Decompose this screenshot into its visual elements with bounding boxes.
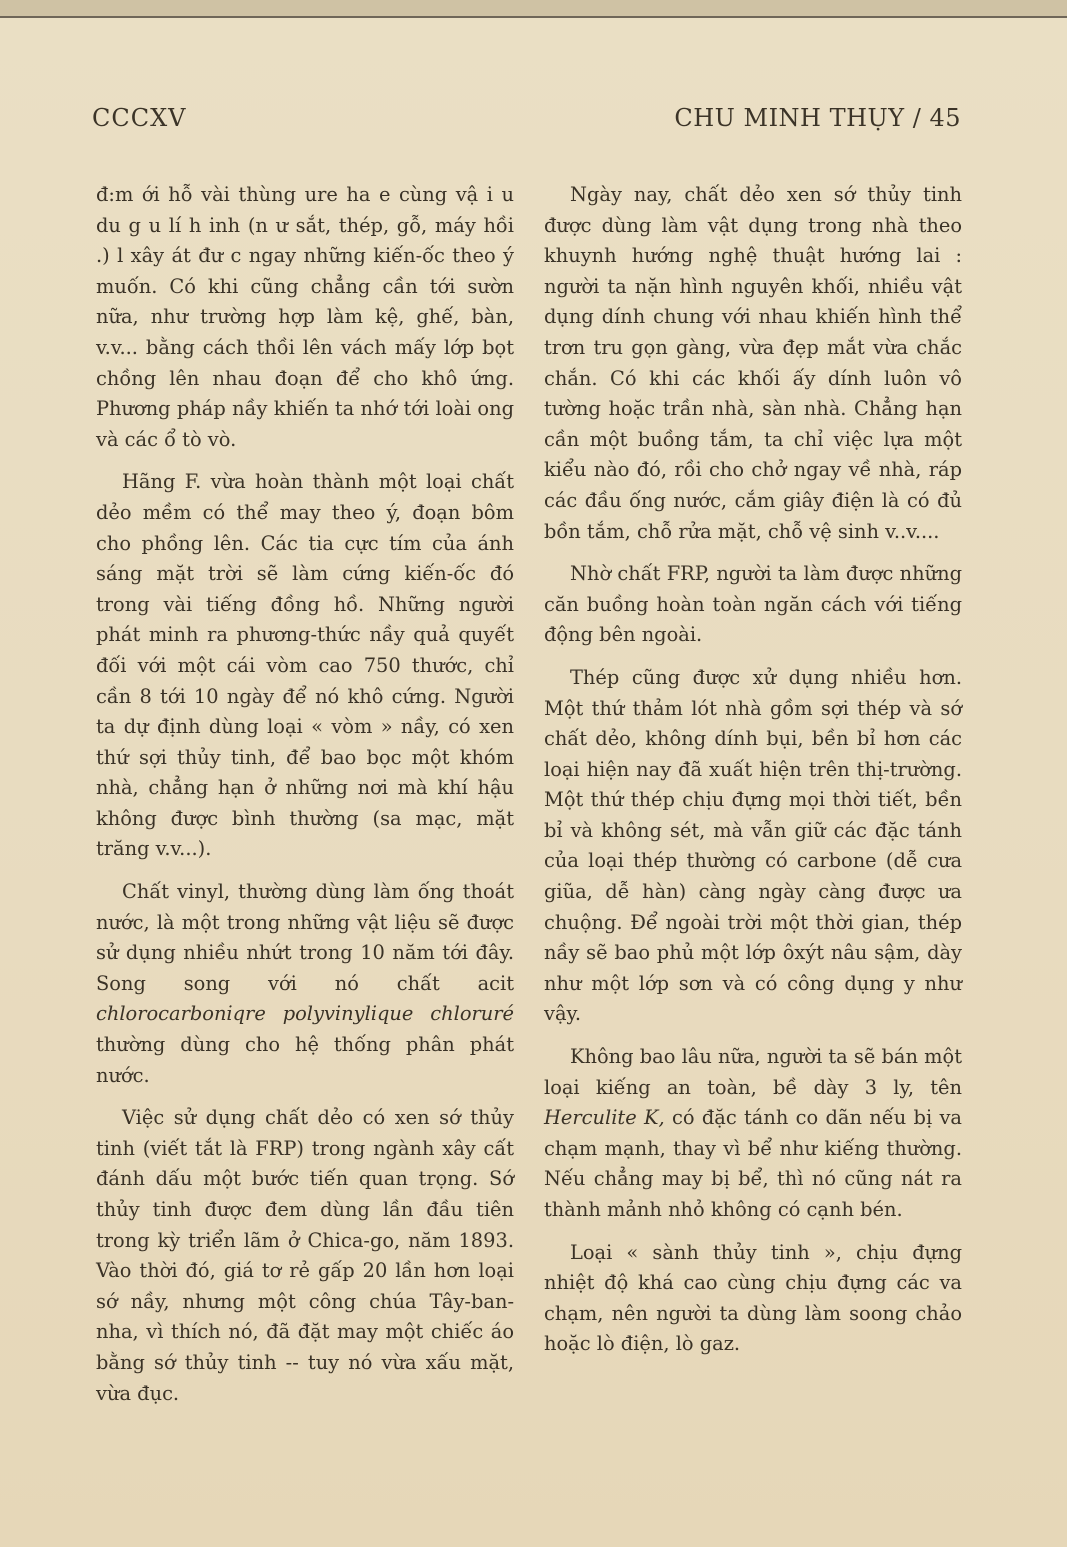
- paragraph: Thép cũng được xử dụng nhiều hơn. Một thứ thảm lót nhà gồm sợi thép và sớ chất dẻo, không dính bụi, bền bỉ hơn các loại hiện nay đã xuất hiện trên thị-trường. Một thứ thép chịu đựng mọi thời tiết, bền bỉ và không sét, mà vẫn giữ các đặc tánh của loại thép thường có carbone (dễ cưa giũa, dễ hàn) càng ngày càng được ưa chuộng. Để ngoài trời một thời gian, thép nầy sẽ bao phủ một lớp ôxýt nâu sậm, dày như một lớp sơn và có công dụng y như vậy.: [544, 665, 962, 1026]
- paragraph: Hãng F. vừa hoàn thành một loại chất dẻo mềm có thể may theo ý, đoạn bôm cho phồng lên. Các tia cực tím của ánh sáng mặt trời sẽ làm cứng kiến-ốc đó trong vài tiếng đồng hồ. Những người phát minh ra phương-thức nầy quả quyết đối với một cái vòm cao 750 thước, chỉ cần 8 tới 10 ngày để nó khô cứng. Người ta dự định dùng loại « vòm » nầy, có xen thứ sợi thủy tinh, để bao bọc một khóm nhà, chẳng hạn ở những nơi mà khí hậu không được bình thường (sa mạc, mặt trăng v.v...).: [96, 470, 514, 861]
- paragraph-text: có đặc tánh co dãn nếu bị va chạm mạnh, thay vì bể như kiếng thường. Nếu chẳng may bị bể, thì nó cũng nát ra thành mảnh nhỏ không có cạnh bén.: [544, 1106, 962, 1221]
- paragraph: Việc sử dụng chất dẻo có xen sớ thủy tinh (viết tắt là FRP) trong ngành xây cất đánh dấu một bước tiến quan trọng. Sớ thủy tinh được đem dùng lần đầu tiên trong kỳ triển lãm ở Chica-go, năm 1893. Vào thời đó, giá tơ rẻ gấp 20 lần hơn loại sớ nầy, nhưng một công chúa Tây-ban-nha, vì thích nó, đã đặt may một chiếc áo bằng sớ thủy tinh -- tuy nó vừa xấu mặt, vừa đục.: [96, 1106, 514, 1405]
- paragraph: Ngày nay, chất dẻo xen sớ thủy tinh được dùng làm vật dụng trong nhà theo khuynh hướng nghệ thuật hướng lai : người ta nặn hình nguyên khối, nhiều vật dụng dính chung với nhau khiến hình thể trơn tru gọn gàng, vừa đẹp mắt vừa chắc chắn. Có khi các khối ấy dính luôn vô tường hoặc trần nhà, sàn nhà. Chẳng hạn cần một buồng tắm, ta chỉ việc lựa một kiểu nào đó, rồi cho chở ngay về nhà, ráp các đầu ống nước, cắm giây điện là có đủ bồn tắm, chỗ rửa mặt, chỗ vệ sinh v..v....: [544, 183, 962, 543]
- chemical-name: chlorocarboniqre polyvinylique chloruré: [96, 1002, 514, 1026]
- issue-number: CCCXV: [92, 104, 187, 132]
- paragraph: [544, 1042, 962, 1226]
- page-top-edge: [0, 0, 1067, 18]
- paragraph: [96, 877, 514, 1091]
- paragraph-text: Chất vinyl, thường dùng làm ống thoát nước, là một trong những vật liệu sẽ được sử dụng nhiều nhứt trong 10 năm tới đây. Song song với nó chất acit: [96, 880, 514, 995]
- paragraph-text: thường dùng cho hệ thống phân phát nước.: [96, 1033, 514, 1087]
- left-column: [96, 180, 514, 1421]
- paragraph: Loại « sành thủy tinh », chịu đựng nhiệt độ khá cao cùng chịu đựng các va chạm, nên người ta dùng làm soong chảo hoặc lò điện, lò gaz.: [544, 1240, 962, 1356]
- product-name: Herculite K,: [544, 1106, 665, 1130]
- paragraph: Nhờ chất FRP, người ta làm được những căn buồng hoàn toàn ngăn cách với tiếng động bên ngoài.: [544, 562, 962, 647]
- paragraph-text: Không bao lâu nữa, người ta sẽ bán một loại kiếng an toàn, bề dày 3 ly, tên: [544, 1045, 962, 1099]
- author-page-number: CHU MINH THỤY / 45: [674, 104, 961, 132]
- running-header: [92, 104, 961, 144]
- paragraph: đ:m ới hỗ vài thùng ure ha e cùng vậ i u du g u lí h inh (n ư sắt, thép, gỗ, máy hồi .) l xây át đư c ngay những kiến-ốc theo ý muốn. Có khi cũng chẳng cần tới sườn nữa, như trường hợp làm kệ, ghế, bàn, v.v... bằng cách thồi lên vách mấy lớp bọt chồng lên nhau đoạn để cho khô ứng. Phương pháp nầy khiến ta nhớ tới loài ong và các ổ tò vò.: [96, 183, 514, 451]
- right-column: [544, 180, 962, 1372]
